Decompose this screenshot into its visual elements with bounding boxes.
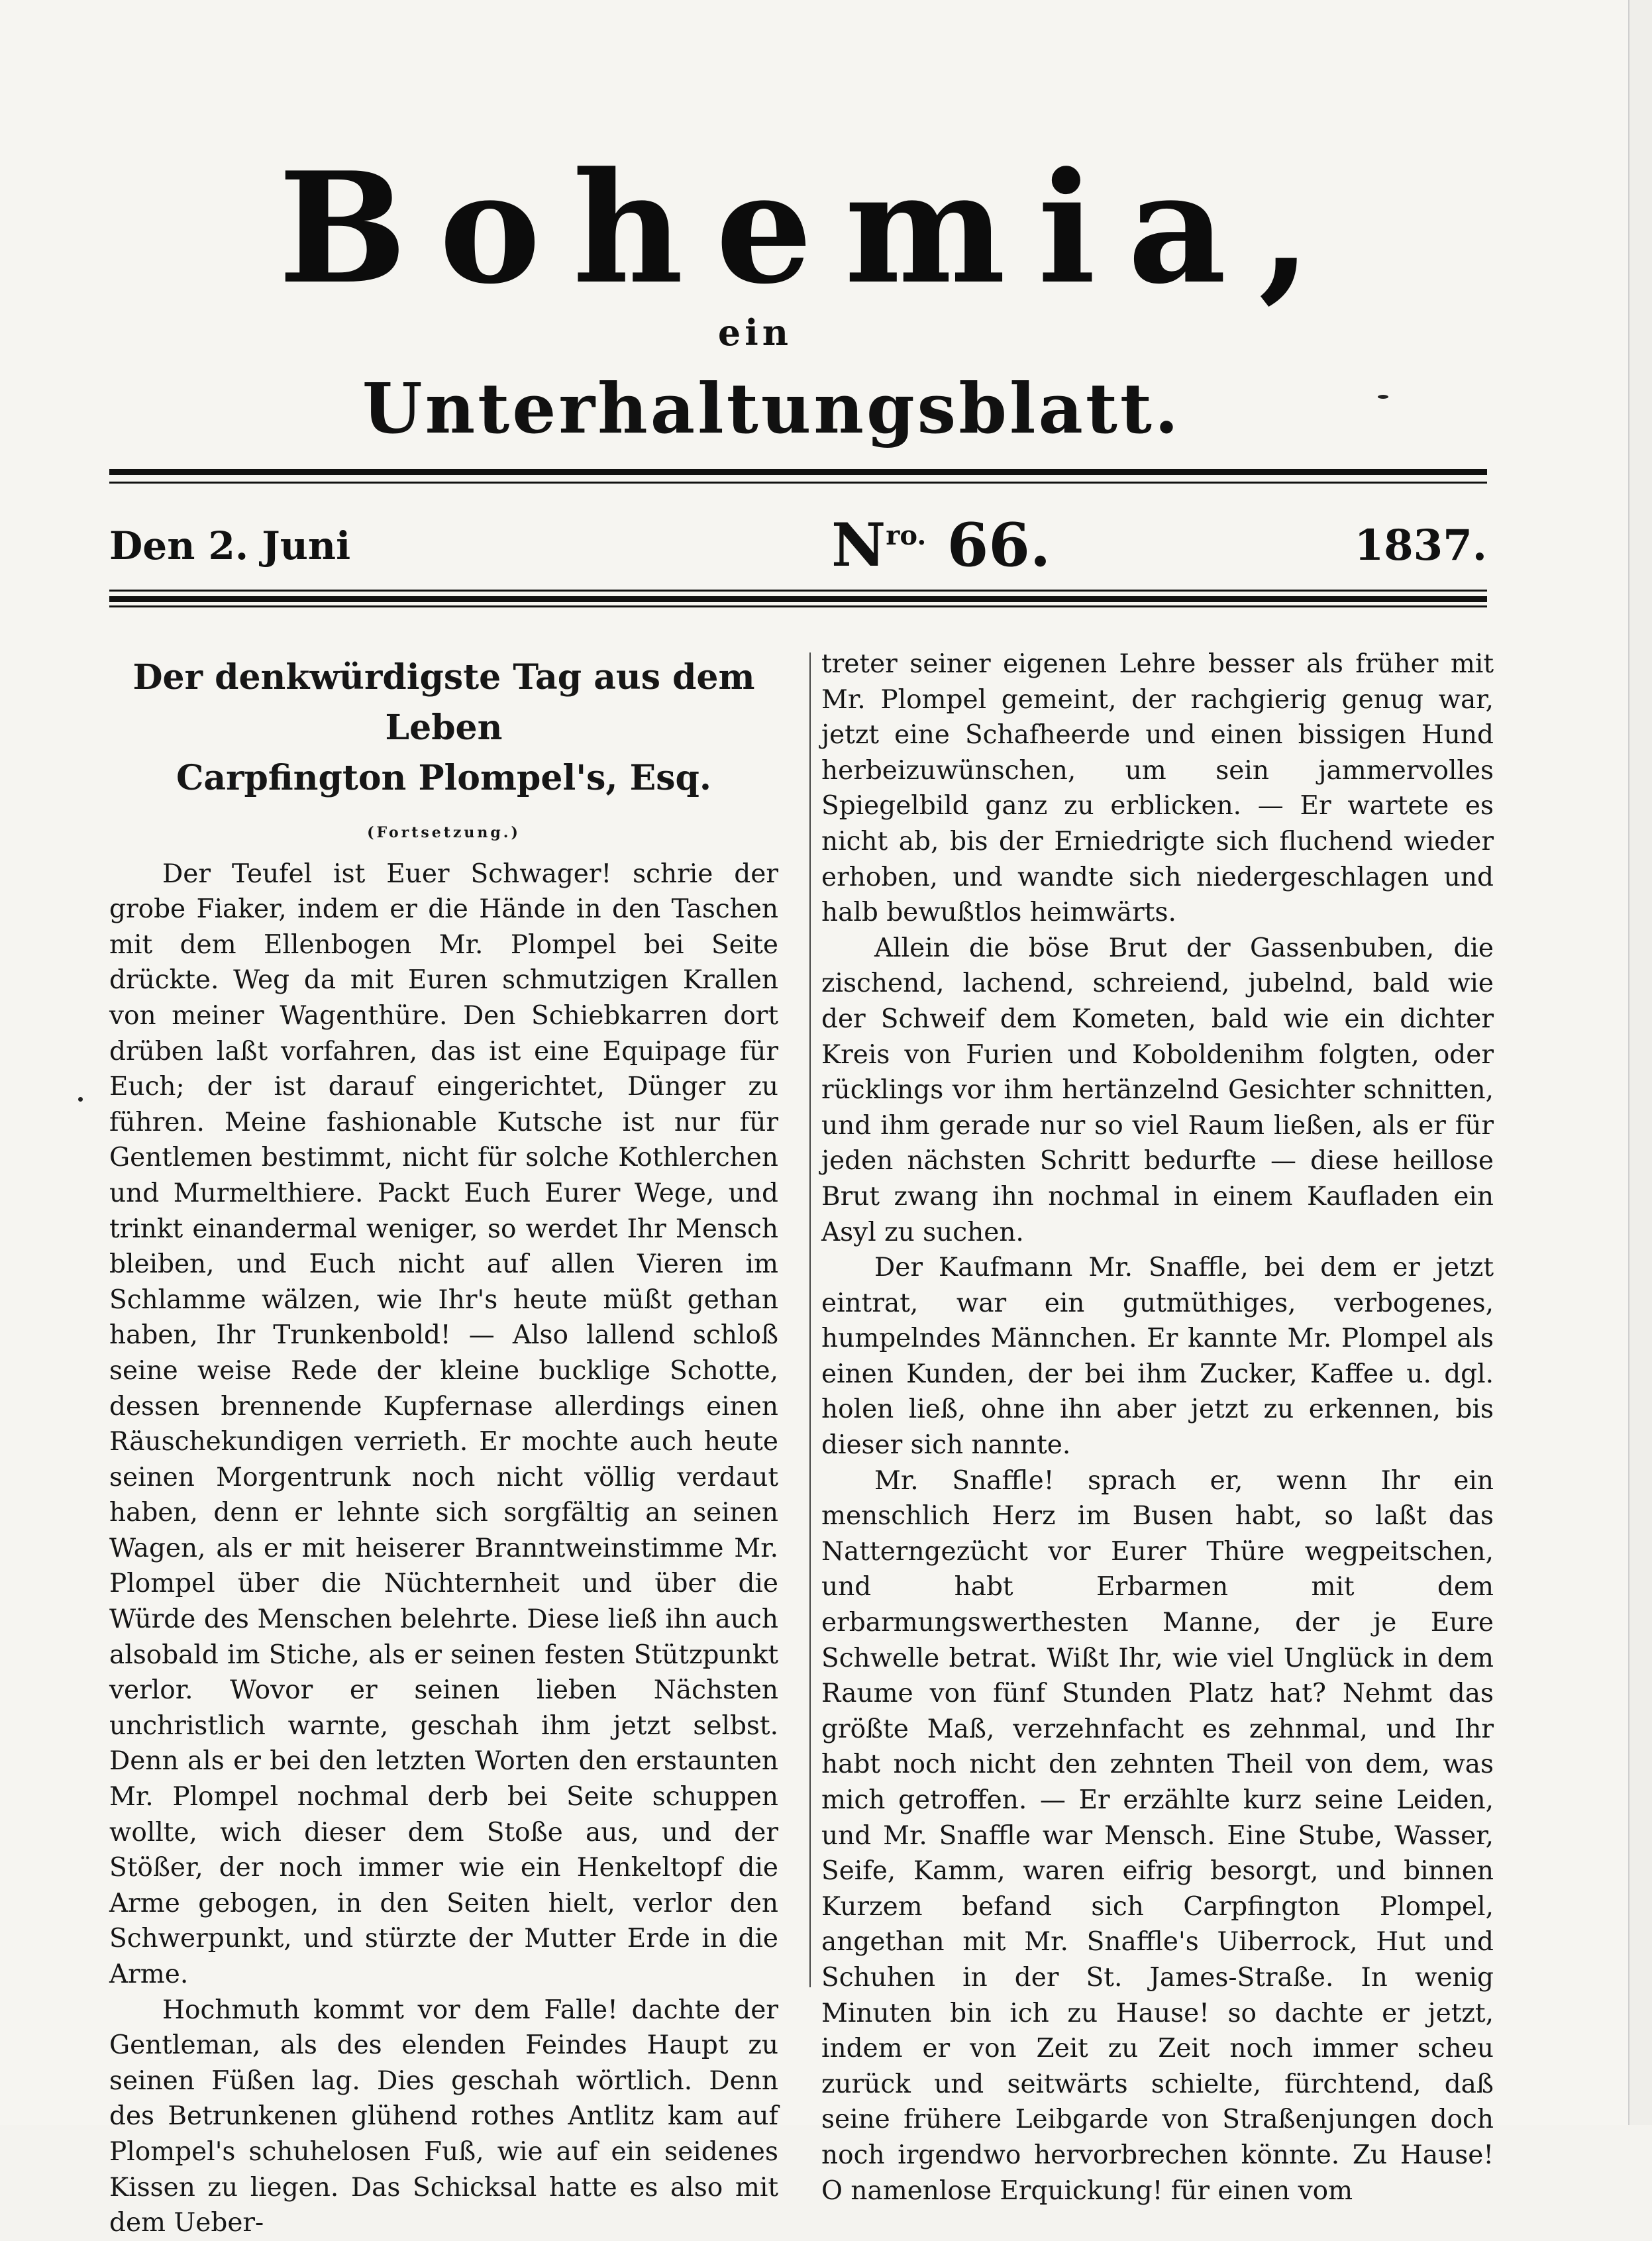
paragraph: Mr. Snaffle! sprach er, wenn Ihr ein menschlich Herz im Busen habt, so laßt das Natterngezücht vor Eurer Thüre wegpeitschen, und habt Erbarmen mit dem erbarmungswerthesten Manne, der je Eure Schwelle betrat. Wißt Ihr, wie viel Unglück in dem Raume von fünf Stunden Platz hat? Nehmt das größte Maß, verzehnfacht es zehnmal, und Ihr habt noch nicht den zehnten Theil von dem, was mich getroffen. — Er erzählte kurz seine Leiden, und Mr. Snaffle war Mensch. Eine Stube, Wasser, Seife, Kamm, waren eifrig besorgt, und binnen Kurzem befand sich Carpfington Plompel, angethan mit Mr. Snaffle's Uiberrock, Hut und Schuhen in der St. James-Straße. In wenig Minuten bin ich zu Hause! so dachte er jetzt, indem er von Zeit zu Zeit noch immer scheu zurück und seitwärts schielte, fürchtend, daß seine frühere Leibgarde von Straßenjungen doch noch irgendwo hervorbrechen könnte. Zu Hause! O namenlose Erquickung! für einen vom bbox=[821, 1465, 1494, 2206]
bottom-rule-thick bbox=[109, 596, 1487, 602]
top-rule-thin bbox=[109, 482, 1487, 484]
paragraph: Der Teufel ist Euer Schwager! schrie der grobe Fiaker, indem er die Hände in den Taschen mit dem Ellenbogen Mr. Plompel bei Seite drückte. Weg da mit Euren schmutzigen Krallen von meiner Wagenthüre. Den Schiebkarren dort drüben laßt vorfahren, das ist eine Equipage für Euch; der ist darauf eingerichtet, Dünger zu führen. Meine fashionable Kutsche ist nur für Gentlemen bestimmt, nicht für solche Kothlerchen und Murmelthiere. Packt Euch Eurer Wege, und trinkt einandermal weniger, so werdet Ihr Mensch bleiben, und Euch nicht auf allen Vieren im Schlamme wälzen, wie Ihr's heute müßt gethan haben, Ihr Trunkenbold! — Also lallend schloß seine weise Rede der kleine bucklige Schotte, dessen brennende Kupfernase allerdings einen Räuschekundigen verrieth. Er mochte auch heute seinen Morgentrunk noch nicht völlig verdaut haben, denn er lehnte sich sorgfältig an seinen Wagen, als er mit heiserer Branntweinstimme Mr. Plompel über die Nüchternheit und über die Würde des Menschen belehrte. Diese ließ ihn auch alsobald im Stiche, als er seinen festen Stützpunkt verlor. Wovor er seinen lieben Nächsten unchristlich warnte, geschah ihm jetzt selbst. Denn als er bei den letzten Worten den erstaunten Mr. Plompel nochmal derb bei Seite schuppen wollte, wich dieser dem Stoße aus, und der Stößer, der noch immer wie ein Henkeltopf die Arme gebogen, in den Seiten hielt, verlor den Schwerpunkt, und stürzte der Mutter Erde in die Arme. bbox=[109, 859, 778, 1989]
masthead-subtitle: Unterhaltungsblatt. bbox=[362, 368, 1182, 449]
masthead-letter: e bbox=[715, 139, 813, 318]
right-column bbox=[821, 647, 1494, 2209]
masthead-ein: ein bbox=[717, 311, 793, 354]
paragraph: Der Kaufmann Mr. Snaffle, bei dem er jetzt eintrat, war ein gutmüthiges, verbogenes, humpelndes Männchen. Er kannte Mr. Plompel als einen Kunden, der bei ihm Zucker, Kaffee u. dgl. holen ließ, ohne ihn aber jetzt zu erkennen, bis dieser sich nannte. bbox=[821, 1253, 1494, 1461]
paragraph: Allein die böse Brut der Gassenbuben, die zischend, lachend, schreiend, jubelnd, bald wie der Schweif dem Kometen, bald wie ein dichter Kreis von Furien und Koboldenihm folgten, oder rücklings vor ihm hertänzelnd Gesichter schnitten, und ihm gerade nur so viel Raum ließen, als er für jeden nächsten Schritt bedurfte — diese heillose Brut zwang ihn nochmal in einem Kaufladen ein Asyl zu suchen. bbox=[821, 933, 1494, 1247]
bottom-rule-thin bbox=[109, 590, 1487, 592]
article-title bbox=[109, 652, 778, 804]
issue-date: Den 2. Juni bbox=[109, 523, 351, 568]
issue-number bbox=[831, 510, 1051, 580]
left-column bbox=[109, 652, 778, 2241]
masthead-letter: B bbox=[278, 139, 407, 318]
issue-number-prefix: N bbox=[831, 510, 886, 580]
masthead-letter: , bbox=[1258, 139, 1312, 318]
masthead-title bbox=[278, 139, 1312, 318]
bottom-rule-thin-2 bbox=[109, 605, 1487, 607]
masthead-letter: h bbox=[572, 139, 684, 318]
masthead-letter: m bbox=[844, 139, 1006, 318]
article-title-line1: Der denkwürdigste Tag aus dem Leben bbox=[132, 657, 755, 748]
masthead-letter: i bbox=[1037, 139, 1096, 318]
issue-number-value: 66. bbox=[947, 510, 1051, 580]
ink-speck bbox=[1378, 395, 1388, 399]
scan-edge bbox=[1628, 0, 1652, 2125]
issue-number-sup: ro. bbox=[886, 520, 927, 551]
masthead-letter: o bbox=[439, 139, 541, 318]
column-divider bbox=[809, 652, 811, 1987]
issue-year: 1837. bbox=[1354, 521, 1487, 570]
ink-speck bbox=[78, 1097, 83, 1102]
dateline bbox=[109, 510, 1487, 583]
continued-note: (Fortsetzung.) bbox=[367, 824, 521, 841]
top-rule-thick bbox=[109, 469, 1487, 475]
paragraph: treter seiner eigenen Lehre besser als früher mit Mr. Plompel gemeint, der rachgierig genug war, jetzt eine Schafheerde und einen bissigen Hund herbeizuwünschen, um sein jammervolles Spiegelbild ganz zu erblicken. — Er wartete es nicht ab, bis der Erniedrigte sich fluchend wieder erhoben, und wandte sich niedergeschlagen und halb bewußtlos heimwärts. bbox=[821, 649, 1494, 928]
paragraph: Hochmuth kommt vor dem Falle! dachte der Gentleman, als des elenden Feindes Haupt zu seinen Füßen lag. Dies geschah wörtlich. Denn des Betrunkenen glühend rothes Antlitz kam auf Plompel's schuhelosen Fuß, wie auf ein seidenes Kissen zu liegen. Das Schicksal hatte es also mit dem Ueber- bbox=[109, 1995, 778, 2238]
article-title-line2: Carpfington Plompel's, Esq. bbox=[176, 758, 711, 798]
masthead-letter: a bbox=[1127, 139, 1227, 318]
